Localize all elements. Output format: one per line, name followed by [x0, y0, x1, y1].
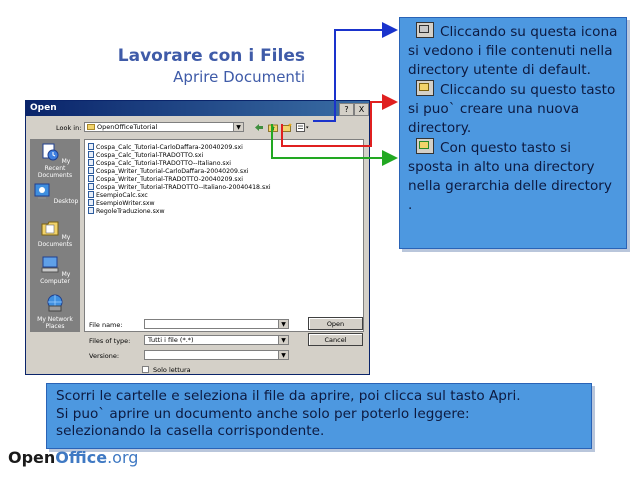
slide-title: Lavorare con i Files [117, 46, 305, 66]
place-network-places[interactable]: My Network Places [30, 294, 80, 330]
green-arrow [272, 124, 396, 158]
help-button[interactable]: ? [339, 103, 354, 116]
new-folder-explanation: Cliccando su questo tasto si puo` creare una nuova directory. [408, 82, 616, 136]
list-item[interactable]: Cospa_Writer_Tutorial-TRADOTTO-20040209.sxi [88, 175, 243, 184]
instruction-line: Scorri le cartelle e seleziona il file da aprire, poi clicca sul tasto Apri. [56, 388, 521, 404]
up-folder-icon [416, 138, 434, 154]
new-folder-icon [416, 80, 434, 96]
up-folder-explanation: Con questo tasto si sposta in alto una directory nella gerarchia delle directory . [408, 140, 612, 213]
list-item[interactable]: EsempioWriter.sxw [88, 199, 155, 208]
list-item[interactable]: EsempioCalc.sxc [88, 191, 148, 200]
chevron-down-icon: ▼ [278, 351, 288, 359]
instructions-callout [46, 383, 592, 449]
files-of-type-label: Files of type: [89, 337, 131, 345]
list-item[interactable]: RegoleTraduzione.sxw [88, 207, 165, 216]
look-in-value: OpenOfficeTutorial [97, 123, 158, 131]
place-desktop[interactable]: Desktop [30, 183, 80, 205]
dialog-title: Open [30, 103, 57, 113]
list-item[interactable]: Cospa_Writer_Tutorial-TRADOTTO--Italiano-20040418.sxi [88, 183, 271, 192]
version-label: Versione: [89, 352, 120, 360]
place-my-documents[interactable]: My Documents [30, 219, 80, 248]
chevron-down-icon: ▼ [233, 123, 243, 131]
list-item[interactable]: Cospa_Writer_Tutorial-CarloDaffara-20040209.sxi [88, 167, 249, 176]
chevron-down-icon: ▼ [278, 320, 288, 328]
read-only-label: Solo lettura [153, 366, 191, 374]
red-arrow [282, 102, 396, 146]
list-item[interactable]: Cospa_Calc_Tutorial-TRADOTTO.sxi [88, 151, 203, 160]
instruction-line: Si puo` aprire un documento anche solo per poterlo leggere: [56, 405, 470, 422]
list-item[interactable]: Cospa_Calc_Tutorial-CarloDaffara-20040209.sxi [88, 143, 243, 152]
place-recent-documents[interactable]: My Recent Documents [30, 143, 80, 179]
place-my-computer[interactable]: My Computer [30, 256, 80, 285]
instruction-line: selezionando la casella corrispondente. [56, 423, 325, 439]
home-directory-icon [416, 22, 434, 38]
blue-arrow [313, 30, 396, 121]
close-button[interactable]: X [354, 103, 369, 116]
cancel-button[interactable]: Cancel [308, 333, 363, 346]
look-in-label: Look in: [56, 124, 82, 132]
home-explanation: Cliccando su questa icona si vedono i file contenuti nella directory utente di default. [408, 24, 618, 78]
files-of-type-select[interactable]: Tutti i file (*.*) ▼ [144, 335, 289, 345]
openoffice-logo: OpenOffice.org [8, 448, 139, 467]
chevron-down-icon: ▼ [278, 336, 288, 344]
slide-subtitle: Aprire Documenti [173, 68, 305, 86]
list-item[interactable]: Cospa_Calc_Tutorial-TRADOTTO--Italiano.sxi [88, 159, 231, 168]
open-button[interactable]: Open [308, 317, 363, 330]
info-callout [399, 17, 627, 249]
file-name-label: File name: [89, 321, 123, 329]
